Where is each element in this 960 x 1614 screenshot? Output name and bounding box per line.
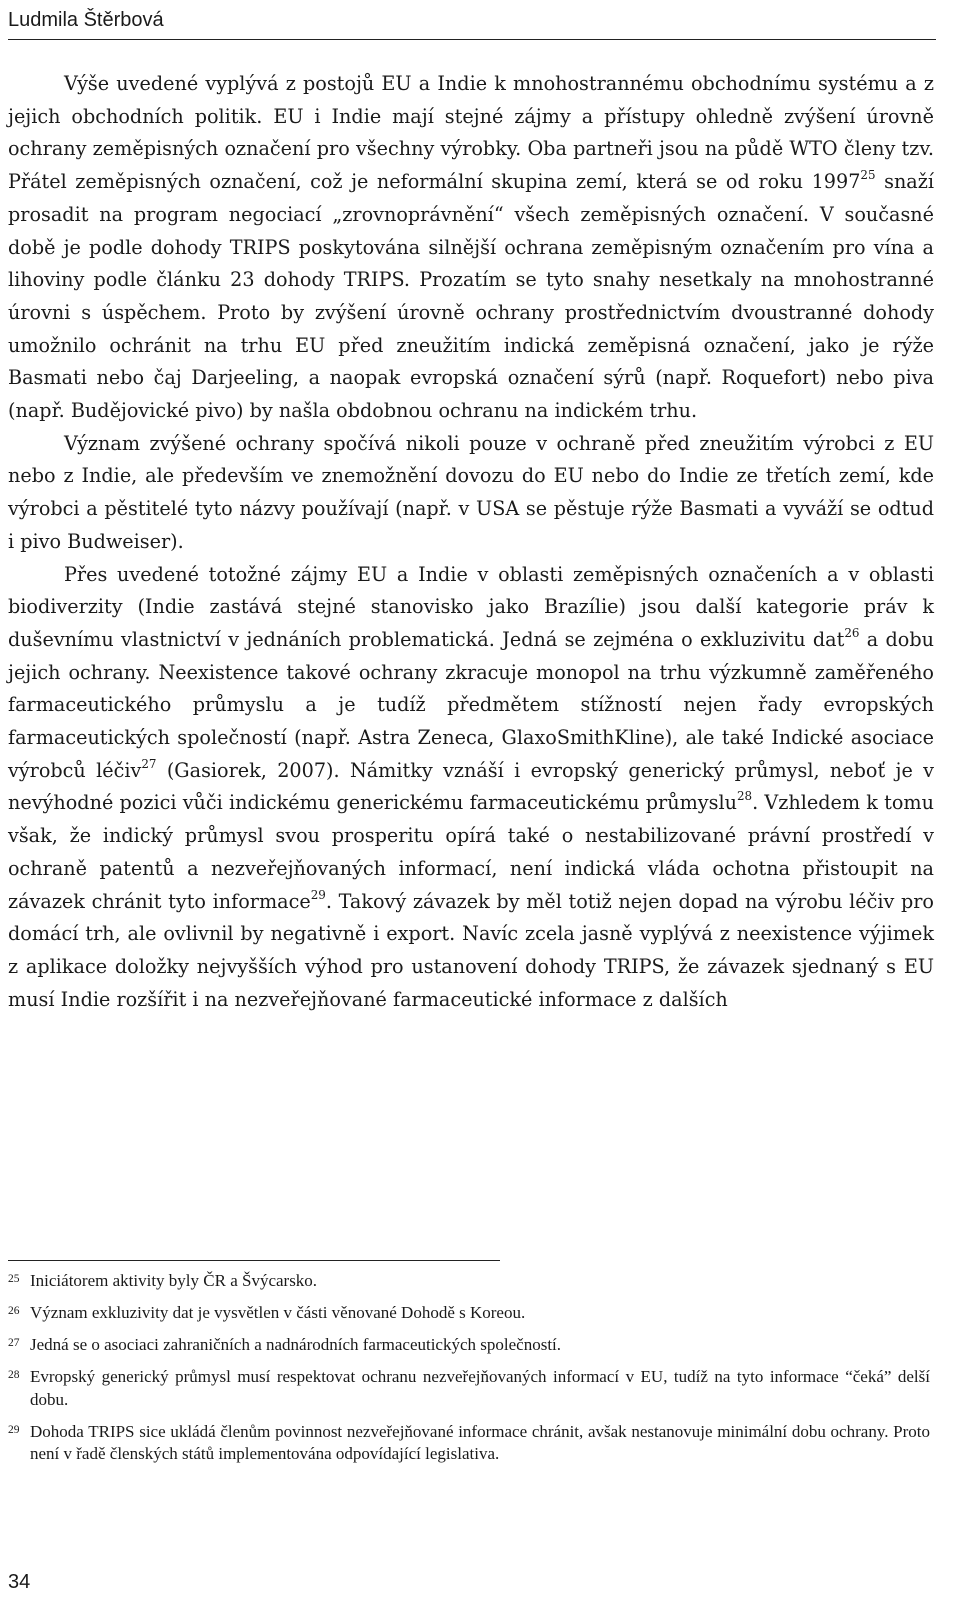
paragraph-3-text-a: Přes uvedené totožné zájmy EU a Indie v oblasti zeměpisných označeních a v oblasti biodiverzity (Indie zastává stejné stanovisko jako Brazílie) jsou další kategorie práv k duševnímu vlastnictví v jednáních problematická. Jedná se zejména o exkluzivitu dat bbox=[8, 562, 934, 651]
footnote-ref-29[interactable]: 29 bbox=[310, 887, 326, 902]
running-header bbox=[8, 6, 936, 40]
footnote-number: 28 bbox=[8, 1369, 20, 1381]
footnote-number: 29 bbox=[8, 1423, 20, 1436]
body-text bbox=[8, 68, 934, 1016]
footnote-27 bbox=[8, 1334, 930, 1357]
footnote-29 bbox=[8, 1421, 930, 1466]
footnote-text: Význam exkluzivity dat je vysvětlen v části věnované Dohodě s Koreou. bbox=[30, 1303, 526, 1322]
paragraph-3 bbox=[8, 559, 934, 1017]
paragraph-1 bbox=[8, 68, 934, 428]
footnote-ref-25[interactable]: 25 bbox=[860, 168, 876, 183]
footnote-25 bbox=[8, 1270, 930, 1293]
footnote-number: 27 bbox=[8, 1337, 20, 1349]
footnote-text: Jedná se o asociaci zahraničních a nadnárodních farmaceutických společností. bbox=[30, 1335, 562, 1354]
footnote-number: 26 bbox=[8, 1305, 20, 1317]
paragraph-1-text-a: Výše uvedené vyplývá z postojů EU a Indie k mnohostrannému obchodnímu systému a z jejich obchodních politik. EU i Indie mají stejné zájmy a přístupy ohledně zvýšení úrovně ochrany zeměpisných označení pro všechny výrobky. Oba partneři jsou na půdě WTO členy tzv. Přátel zeměpisných označení, což je neformální skupina zemí, která se od roku 1997 bbox=[8, 72, 934, 194]
paragraph-3-text-b: a dobu jejich ochrany. Neexistence takové ochrany zkracuje monopol na trhu výzkumně zaměřeného farmaceutického průmyslu a je tudíž předmětem stížností nejen řady evropských farmaceutických společností (např. Astra Zeneca, GlaxoSmithKline), ale také Indické asociace výrobců léčiv bbox=[8, 627, 934, 782]
footnote-ref-26[interactable]: 26 bbox=[844, 626, 860, 641]
paragraph-3-text-c: (Gasiorek, 2007). Námitky vznáší i evropský generický průmysl, neboť je v nevýhodné pozici vůči indickému generickému farmaceutickému průmyslu bbox=[8, 758, 934, 815]
author-name: Ludmila Štěrbová bbox=[8, 9, 164, 31]
footnote-text: Dohoda TRIPS sice ukládá členům povinnost nezveřejňované informace chránit, avšak nestanovuje minimální dobu ochrany. Proto není v řadě členských států implementována odpovídající legislativa. bbox=[30, 1421, 930, 1463]
footnote-text: Evropský generický průmysl musí respektovat ochranu nezveřejňovaných informací v EU, tudíž na tyto informace “čeká” delší dobu. bbox=[30, 1367, 930, 1409]
footnote-26 bbox=[8, 1302, 930, 1325]
footnote-ref-28[interactable]: 28 bbox=[736, 789, 753, 804]
paragraph-3-text-e: . Takový závazek by měl totiž nejen dopad na výrobu léčiv pro domácí trh, ale ovlivnil by negativně i export. Navíc zcela jasně vyplývá z neexistence výjimek z aplikace doložky nejvyšších výhod pro ustanovení dohody TRIPS, že závazek sjednaný s EU musí Indie rozšířit i na nezveřejňované farmaceutické informace z dalších bbox=[8, 889, 934, 1011]
paragraph-2: Význam zvýšené ochrany spočívá nikoli pouze v ochraně před zneužitím výrobci z EU nebo z Indie, ale především ve znemožnění dovozu do EU nebo do Indie ze třetích zemí, kde výrobci a pěstitelé tyto názvy používají (např. v USA se pěstuje rýže Basmati a vyváží se odtud i pivo Budweiser). bbox=[8, 431, 934, 553]
footnote-number: 25 bbox=[8, 1273, 20, 1285]
footnote-ref-27[interactable]: 27 bbox=[141, 756, 157, 771]
footnote-28 bbox=[8, 1366, 930, 1411]
footnote-text: Iniciátorem aktivity byly ČR a Švýcarsko. bbox=[30, 1271, 318, 1290]
footnotes bbox=[8, 1270, 930, 1475]
paragraph-3-text-d: . Vzhledem k tomu však, že indický průmysl svou prosperitu opírá také o nestabilizované právní prostředí v ochraně patentů a nezveřejňovaných informací, není indická vláda ochotna přistoupit na závazek chránit tyto informace bbox=[8, 791, 934, 913]
paragraph-1-text-b: snaží prosadit na program negociací „zrovnoprávnění“ všech zeměpisných označení. V současné době je podle dohody TRIPS poskytována silnější ochrana zeměpisným označením pro vína a lihoviny podle článku 23 dohody TRIPS. Prozatím se tyto snahy nesetkaly na mnohostranné úrovni s úspěchem. Proto by zvýšení úrovně ochrany prostřednictvím dvoustranné dohody umožnilo ochránit na trhu EU před zneužitím indická zeměpisná označení, jako je rýže Basmati nebo čaj Darjeeling, a naopak evropská označení sýrů (např. Roquefort) nebo piva (např. Budějovické pivo) by našla obdobnou ochranu na indickém trhu. bbox=[8, 170, 934, 423]
page-number: 34 bbox=[8, 1571, 31, 1593]
footnote-separator bbox=[8, 1260, 500, 1261]
